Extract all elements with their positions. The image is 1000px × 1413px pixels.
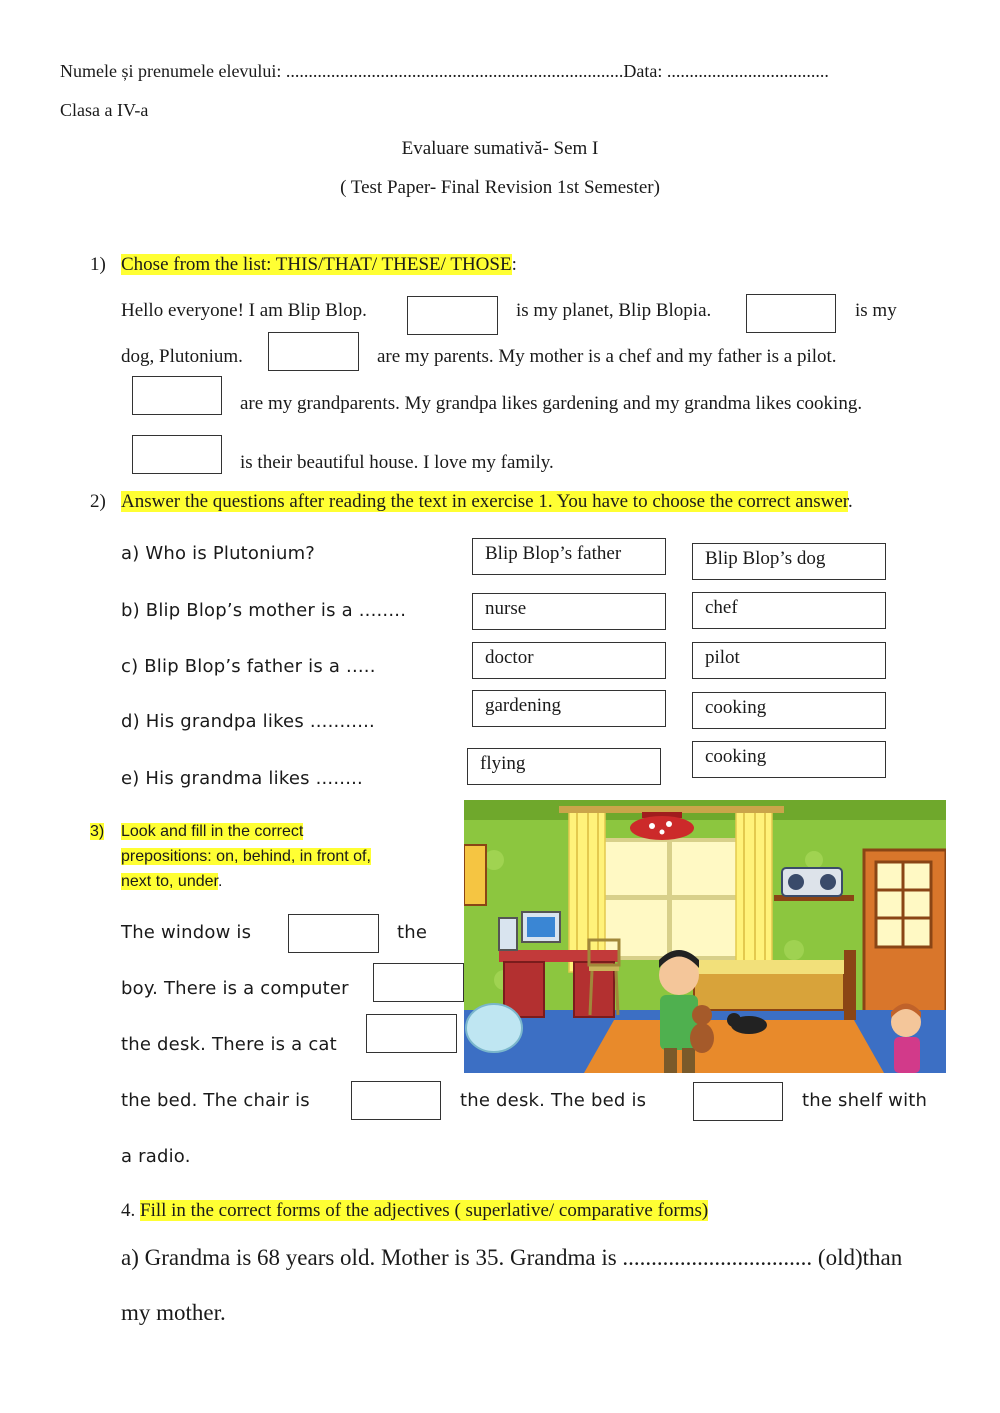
ex2-option-d2[interactable]: cooking bbox=[692, 692, 886, 729]
ex2-question-c: c) Blip Blop’s father is a ..... bbox=[121, 656, 376, 677]
ex2-option-a2[interactable]: Blip Blop’s dog bbox=[692, 543, 886, 580]
ex2-question-e: e) His grandma likes ........ bbox=[121, 768, 363, 789]
ex4-sentence-a-line-2: my mother. bbox=[121, 1300, 226, 1325]
ex3-instruction-end: . bbox=[217, 873, 223, 890]
ex1-text-2: is my planet, Blip Blopia. bbox=[516, 300, 712, 321]
ex3-instruction-3-text: next to, under bbox=[121, 873, 218, 890]
ex3-number-text: 3) bbox=[90, 823, 105, 840]
ex1-text-6: are my grandparents. My grandpa likes gardening and my grandma likes cooking. bbox=[240, 393, 863, 414]
ex3-line-2: boy. There is a computer bbox=[121, 978, 349, 999]
ex4-number: 4. bbox=[121, 1200, 136, 1221]
ex2-option-e1[interactable]: flying bbox=[467, 748, 661, 785]
ex4-instruction: Fill in the correct forms of the adjectives ( superlative/ comparative forms) bbox=[140, 1200, 709, 1221]
ex3-blank-2[interactable] bbox=[373, 963, 464, 1002]
ex2-option-e2[interactable]: cooking bbox=[692, 741, 886, 778]
ex4-heading bbox=[121, 1200, 708, 1222]
ex2-instruction-wrap bbox=[121, 491, 853, 513]
ex3-blank-5[interactable] bbox=[693, 1082, 783, 1121]
ex2-option-c1[interactable]: doctor bbox=[472, 642, 666, 679]
ex1-blank-4[interactable] bbox=[132, 376, 222, 415]
bedroom-illustration bbox=[464, 800, 946, 1073]
ex2-option-a1[interactable]: Blip Blop’s father bbox=[472, 538, 666, 575]
ex3-line-4a: the bed. The chair is bbox=[121, 1090, 310, 1111]
ex3-line-4c: the shelf with bbox=[802, 1090, 928, 1111]
ex2-number: 2) bbox=[90, 491, 106, 512]
ex1-number: 1) bbox=[90, 254, 106, 275]
ex1-text-3: is my bbox=[855, 300, 897, 321]
ex1-text-7: is their beautiful house. I love my family. bbox=[240, 452, 554, 473]
ex2-option-c2[interactable]: pilot bbox=[692, 642, 886, 679]
ex3-line-1b: the bbox=[397, 922, 428, 943]
class-label: Clasa a IV-a bbox=[60, 100, 149, 120]
ex3-instruction-2-text: prepositions: on, behind, in front of, bbox=[121, 848, 371, 865]
ex3-instruction-1 bbox=[121, 819, 303, 844]
ex2-option-b1[interactable]: nurse bbox=[472, 593, 666, 630]
ex3-instruction-2 bbox=[121, 844, 371, 869]
student-name-date-line: Numele și prenumele elevului: ...........................................................................Data: .................................... bbox=[60, 61, 829, 81]
ex3-blank-3[interactable] bbox=[366, 1014, 457, 1053]
ex3-instruction-1-text: Look and fill in the correct bbox=[121, 823, 304, 840]
ex1-blank-2[interactable] bbox=[746, 294, 836, 333]
ex2-instruction: Answer the questions after reading the text in exercise 1. You have to choose the correct answer bbox=[121, 491, 849, 512]
ex1-text-5: are my parents. My mother is a chef and my father is a pilot. bbox=[377, 346, 837, 367]
ex3-line-3: the desk. There is a cat bbox=[121, 1034, 337, 1055]
ex3-blank-4[interactable] bbox=[351, 1081, 441, 1120]
ex3-line-1a: The window is bbox=[121, 922, 252, 943]
ex1-blank-1[interactable] bbox=[407, 296, 498, 335]
page-subtitle: ( Test Paper- Final Revision 1st Semester) bbox=[340, 177, 660, 198]
ex2-question-b: b) Blip Blop’s mother is a ........ bbox=[121, 600, 407, 621]
ex1-text-4: dog, Plutonium. bbox=[121, 346, 243, 367]
ex3-line-5: a radio. bbox=[121, 1146, 191, 1167]
ex3-number bbox=[90, 819, 104, 844]
ex2-period: . bbox=[848, 491, 853, 512]
ex2-question-d: d) His grandpa likes ........... bbox=[121, 711, 375, 732]
ex1-colon: : bbox=[511, 254, 517, 275]
ex2-option-b2[interactable]: chef bbox=[692, 592, 886, 629]
ex3-instruction-3 bbox=[121, 869, 222, 894]
ex1-blank-3[interactable] bbox=[268, 332, 359, 371]
ex1-text-1: Hello everyone! I am Blip Blop. bbox=[121, 300, 367, 321]
ex1-instruction: Chose from the list: THIS/THAT/ THESE/ THOSE bbox=[121, 254, 512, 275]
ex2-question-a: a) Who is Plutonium? bbox=[121, 543, 316, 564]
page-title: Evaluare sumativă- Sem I bbox=[401, 138, 599, 159]
ex4-sentence-a-line-1: a) Grandma is 68 years old. Mother is 35. Grandma is ................................. (old)than bbox=[121, 1245, 903, 1270]
ex2-option-d1[interactable]: gardening bbox=[472, 690, 666, 727]
ex3-line-4b: the desk. The bed is bbox=[460, 1090, 647, 1111]
ex1-blank-5[interactable] bbox=[132, 435, 222, 474]
ex1-instruction-wrap bbox=[121, 254, 517, 276]
ex3-blank-1[interactable] bbox=[288, 914, 379, 953]
